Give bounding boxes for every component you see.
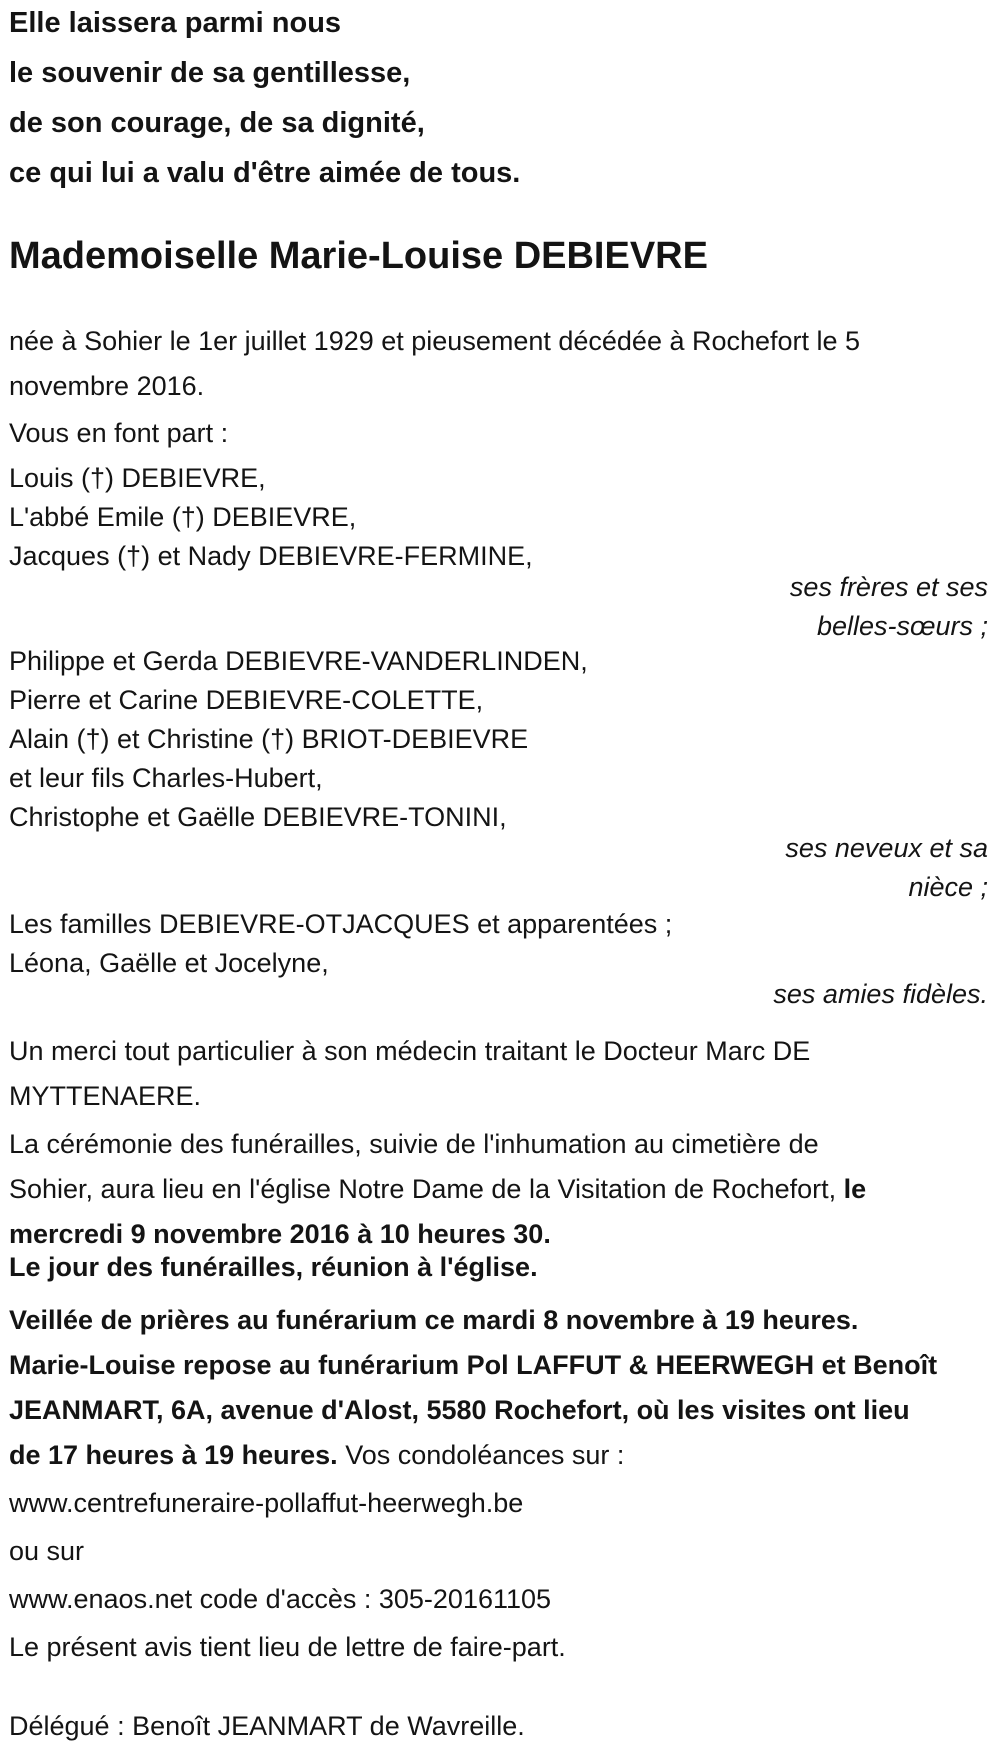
name-line: et leur fils Charles-Hubert, bbox=[9, 763, 323, 793]
condolences-text: Vos condoléances sur : bbox=[337, 1440, 625, 1470]
epigraph-line-1: Elle laissera parmi nous bbox=[9, 7, 342, 39]
ceremony-line-3: mercredi 9 novembre 2016 à 10 heures 30. bbox=[9, 1219, 551, 1249]
or-text: ou sur bbox=[9, 1536, 85, 1566]
ceremony-line-2 bbox=[9, 1167, 988, 1212]
name-line: Philippe et Gerda DEBIEVRE-VANDERLINDEN, bbox=[9, 646, 588, 676]
website-url-funeral-home: www.centrefuneraire-pollaffut-heerwegh.be bbox=[9, 1488, 524, 1518]
relation-line: ses frères et ses bbox=[789, 572, 988, 602]
delegate-line: Délégué : Benoît JEANMART de Wavreille. bbox=[9, 1711, 525, 1741]
relation-label-brothers bbox=[9, 568, 988, 646]
thanks-line-1: Un merci tout particulier à son médecin traitant le Docteur Marc DE bbox=[9, 1036, 811, 1066]
birth-death-line-2: novembre 2016. bbox=[9, 371, 205, 401]
name-line: Louis (†) DEBIEVRE, bbox=[9, 463, 266, 493]
funeral-meeting-line: Le jour des funérailles, réunion à l'église. bbox=[9, 1252, 538, 1282]
announcement-line: Vous en font part : bbox=[9, 418, 229, 448]
ceremony-line-1: La cérémonie des funérailles, suivie de l'inhumation au cimetière de bbox=[9, 1129, 819, 1159]
epigraph-line-3: de son courage, de sa dignité, bbox=[9, 107, 425, 139]
relation-label-nephews bbox=[9, 829, 988, 907]
relation-line: nièce ; bbox=[908, 872, 988, 902]
repose-line-2: JEANMART, 6A, avenue d'Alost, 5580 Rochefort, où les visites ont lieu bbox=[9, 1395, 910, 1425]
prayer-vigil-line: Veillée de prières au funérarium ce mardi 8 novembre à 19 heures. bbox=[9, 1305, 859, 1335]
name-line: Jacques (†) et Nady DEBIEVRE-FERMINE, bbox=[9, 541, 533, 571]
repose-paragraph bbox=[9, 1343, 988, 1478]
name-line: Pierre et Carine DEBIEVRE-COLETTE, bbox=[9, 685, 484, 715]
name-line: Alain (†) et Christine (†) BRIOT-DEBIEVRE bbox=[9, 724, 529, 754]
epigraph-line-2: le souvenir de sa gentillesse, bbox=[9, 57, 411, 89]
relation-line: ses neveux et sa bbox=[785, 833, 988, 863]
family-group-brothers bbox=[9, 459, 988, 576]
epigraph-line-4: ce qui lui a valu d'être aimée de tous. bbox=[9, 157, 521, 189]
ceremony-paragraph bbox=[9, 1122, 988, 1257]
website-url-enaos-access-code: www.enaos.net code d'accès : 305-20161105 bbox=[9, 1584, 552, 1614]
deceased-name-title: Mademoiselle Marie-Louise DEBIEVRE bbox=[9, 235, 708, 277]
relation-line: belles-sœurs ; bbox=[816, 611, 988, 641]
name-line: Les familles DEBIEVRE-OTJACQUES et apparentées ; bbox=[9, 909, 673, 939]
birth-death-paragraph bbox=[9, 319, 988, 409]
repose-line-3-bold: de 17 heures à 19 heures. bbox=[9, 1440, 338, 1470]
legal-notice-line: Le présent avis tient lieu de lettre de faire-part. bbox=[9, 1632, 566, 1662]
ceremony-line-2-bold: le bbox=[843, 1174, 867, 1204]
relation-line: ses amies fidèles. bbox=[773, 979, 988, 1009]
name-line: Léona, Gaëlle et Jocelyne, bbox=[9, 948, 329, 978]
epigraph bbox=[9, 0, 988, 198]
repose-line-1: Marie-Louise repose au funérarium Pol LAFFUT & HEERWEGH et Benoît bbox=[9, 1350, 938, 1380]
birth-death-line-1: née à Sohier le 1er juillet 1929 et pieusement décédée à Rochefort le 5 bbox=[9, 326, 861, 356]
name-line: L'abbé Emile (†) DEBIEVRE, bbox=[9, 502, 357, 532]
ceremony-line-2-regular: Sohier, aura lieu en l'église Notre Dame de la Visitation de Rochefort, bbox=[9, 1174, 844, 1204]
family-group-nephews bbox=[9, 642, 988, 837]
name-line: Christophe et Gaëlle DEBIEVRE-TONINI, bbox=[9, 802, 507, 832]
thanks-paragraph bbox=[9, 1029, 988, 1119]
thanks-line-2: MYTTENAERE. bbox=[9, 1081, 202, 1111]
family-group-friends bbox=[9, 905, 988, 983]
repose-line-3 bbox=[9, 1433, 988, 1478]
